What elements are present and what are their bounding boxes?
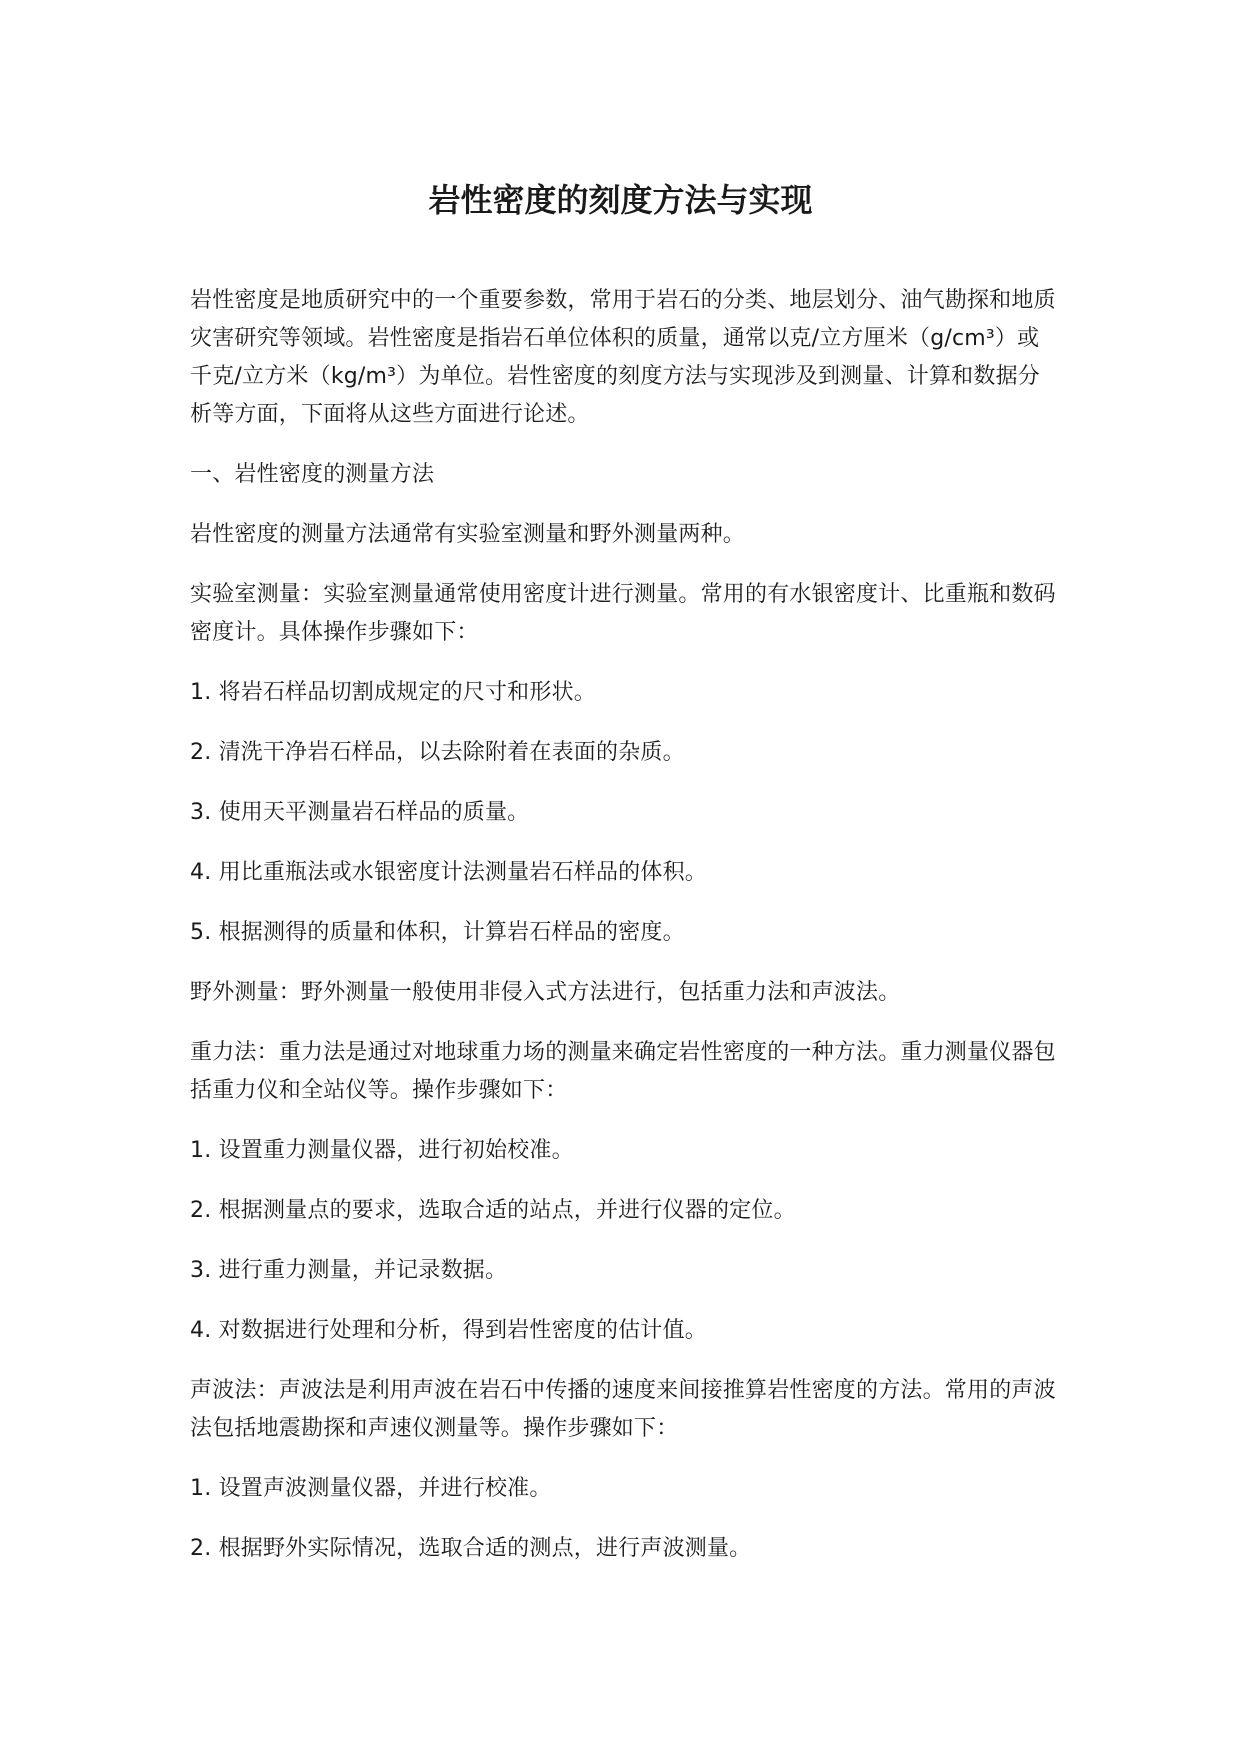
list-item: 4. 对数据进行处理和分析，得到岩性密度的估计值。 xyxy=(190,1318,707,1343)
list-item: 3. 进行重力测量，并记录数据。 xyxy=(190,1258,508,1283)
list-item: 1. 将岩石样品切割成规定的尺寸和形状。 xyxy=(190,680,596,705)
paragraph: 野外测量：野外测量一般使用非侵入式方法进行，包括重力法和声波法。 xyxy=(190,980,901,1005)
paragraph: 声波法：声波法是利用声波在岩石中传播的速度来间接推算岩性密度的方法。常用的声波法包括地震勘探和声速仪测量等。操作步骤如下： xyxy=(190,1378,1056,1441)
paragraph: 实验室测量：实验室测量通常使用密度计进行测量。常用的有水银密度计、比重瓶和数码密度计。具体操作步骤如下： xyxy=(190,582,1056,645)
section-heading: 一、岩性密度的测量方法 xyxy=(190,462,435,487)
paragraph: 重力法：重力法是通过对地球重力场的测量来确定岩性密度的一种方法。重力测量仪器包括重力仪和全站仪等。操作步骤如下： xyxy=(190,1040,1056,1103)
list-item: 1. 设置声波测量仪器，并进行校准。 xyxy=(190,1476,552,1501)
intro-paragraph: 岩性密度是地质研究中的一个重要参数，常用于岩石的分类、地层划分、油气勘探和地质灾害研究等领域。岩性密度是指岩石单位体积的质量，通常以克/立方厘米（g/cm³）或千克/立方米（kg/m³）为单位。岩性密度的刻度方法与实现涉及到测量、计算和数据分析等方面，下面将从这些方面进行论述。 xyxy=(190,288,1056,427)
list-item: 3. 使用天平测量岩石样品的质量。 xyxy=(190,800,530,825)
document-title: 岩性密度的刻度方法与实现 xyxy=(428,181,813,219)
list-item: 2. 根据野外实际情况，选取合适的测点，进行声波测量。 xyxy=(190,1536,752,1561)
list-item: 5. 根据测得的质量和体积，计算岩石样品的密度。 xyxy=(190,920,685,945)
list-item: 2. 清洗干净岩石样品，以去除附着在表面的杂质。 xyxy=(190,740,685,765)
list-item: 4. 用比重瓶法或水银密度计法测量岩石样品的体积。 xyxy=(190,860,707,885)
list-item: 2. 根据测量点的要求，选取合适的站点，并进行仪器的定位。 xyxy=(190,1198,796,1223)
list-item: 1. 设置重力测量仪器，进行初始校准。 xyxy=(190,1138,574,1163)
document-body xyxy=(190,282,1060,1590)
paragraph: 岩性密度的测量方法通常有实验室测量和野外测量两种。 xyxy=(190,522,746,547)
